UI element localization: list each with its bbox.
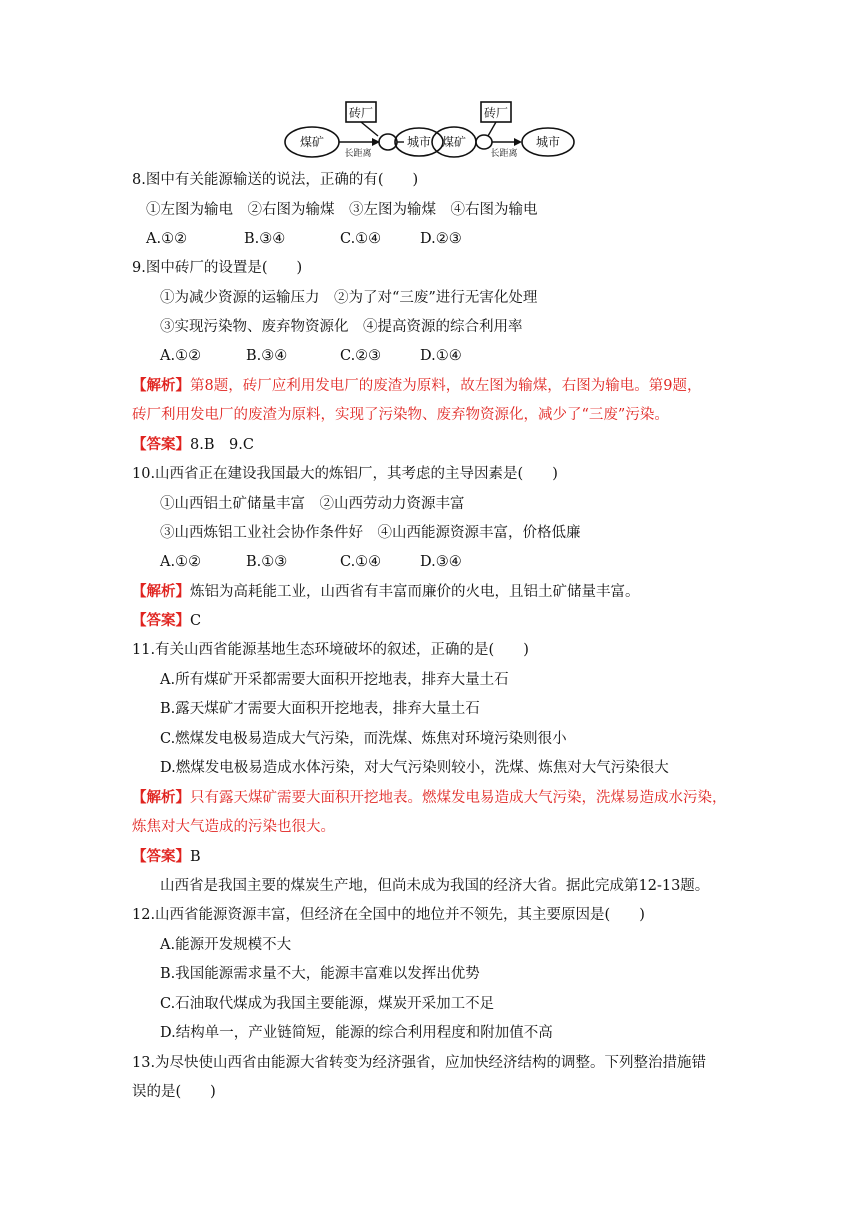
right-factory-label: 砖厂 bbox=[483, 106, 509, 120]
answer-8-9: 【答案】8.B 9.C bbox=[132, 436, 254, 453]
q13-stem-line2: 误的是( ) bbox=[132, 1084, 216, 1100]
q12-option-c: C.石油取代煤成为我国主要能源，煤炭开采加工不足 bbox=[160, 996, 495, 1012]
q13-stem-line1: 13.为尽快使山西省由能源大省转变为经济强省，应加快经济结构的调整。下列整治措施错 bbox=[132, 1055, 707, 1071]
q11-option-a: A.所有煤矿开采都需要大面积开挖地表，排弃大量土石 bbox=[160, 672, 509, 688]
q10-item2: ③山西炼铝工业社会协作条件好 ④山西能源资源丰富，价格低廉 bbox=[160, 525, 581, 541]
right-mine-label: 煤矿 bbox=[441, 135, 467, 149]
left-diagram bbox=[285, 102, 443, 159]
intro-12-13: 山西省是我国主要的煤炭生产地，但尚未成为我国的经济大省。据此完成第12-13题。 bbox=[160, 878, 710, 894]
analysis-8-9-line2: 砖厂利用发电厂的废渣为原料，实现了污染物、废弃物资源化，减少了“三废”污染。 bbox=[132, 407, 669, 423]
left-distance-label: 长距离 bbox=[344, 149, 372, 159]
answer-10: 【答案】C bbox=[132, 612, 202, 629]
left-factory-label: 砖厂 bbox=[348, 106, 374, 120]
q10-option-c: C.①④ bbox=[340, 554, 382, 570]
q10-option-d: D.③④ bbox=[420, 554, 462, 570]
right-plant-ellipse bbox=[476, 135, 492, 149]
q8-option-c: C.①④ bbox=[340, 231, 382, 247]
energy-transport-diagram bbox=[282, 96, 582, 162]
right-diagram bbox=[432, 102, 574, 159]
q10-options bbox=[160, 552, 462, 572]
q8-option-a: A.①② bbox=[146, 231, 188, 247]
q8-stem: 8.图中有关能源输送的说法，正确的有( ) bbox=[132, 172, 419, 188]
q9-item2: ③实现污染物、废弃物资源化 ④提高资源的综合利用率 bbox=[160, 319, 523, 335]
analysis-11-line1: 【解析】只有露天煤矿需要大面积开挖地表。燃煤发电易造成大气污染，洗煤易造成水污染， bbox=[132, 789, 727, 806]
q8-option-b: B.③④ bbox=[244, 231, 286, 247]
q11-option-b: B.露天煤矿才需要大面积开挖地表，排弃大量土石 bbox=[160, 701, 480, 717]
q10-item1: ①山西铝土矿储量丰富 ②山西劳动力资源丰富 bbox=[160, 496, 465, 512]
right-city-label: 城市 bbox=[535, 135, 561, 149]
analysis-8-9-line1: 【解析】第8题，砖厂应利用发电厂的废渣为原料，故左图为输煤，右图为输电。第9题， bbox=[132, 377, 702, 394]
q11-option-c: C.燃煤发电极易造成大气污染，而洗煤、炼焦对环境污染则很小 bbox=[160, 731, 567, 747]
q12-option-d: D.结构单一，产业链简短，能源的综合利用程度和附加值不高 bbox=[160, 1025, 553, 1041]
q8-option-d: D.②③ bbox=[420, 231, 462, 247]
q9-option-a: A.①② bbox=[160, 348, 202, 364]
analysis-11-line2: 炼焦对大气造成的污染也很大。 bbox=[132, 819, 335, 835]
q9-item1: ①为减少资源的运输压力 ②为了对“三废”进行无害化处理 bbox=[160, 290, 538, 306]
q10-option-b: B.①③ bbox=[246, 554, 288, 570]
q9-option-d: D.①④ bbox=[420, 348, 462, 364]
q10-option-a: A.①② bbox=[160, 554, 202, 570]
q9-option-c: C.②③ bbox=[340, 348, 382, 364]
q9-stem: 9.图中砖厂的设置是( ) bbox=[132, 260, 303, 276]
q9-option-b: B.③④ bbox=[246, 348, 288, 364]
analysis-10: 【解析】炼铝为高耗能工业，山西省有丰富而廉价的火电，且铝土矿储量丰富。 bbox=[132, 583, 640, 600]
analysis-tag: 【解析】 bbox=[132, 377, 190, 394]
left-city-label: 城市 bbox=[406, 135, 432, 149]
q11-stem: 11.有关山西省能源基地生态环境破坏的叙述，正确的是( ) bbox=[132, 642, 529, 658]
q8-items: ①左图为输电 ②右图为输煤 ③左图为输煤 ④右图为输电 bbox=[146, 202, 538, 218]
q11-option-d: D.燃煤发电极易造成水体污染，对大气污染则较小，洗煤、炼焦对大气污染很大 bbox=[160, 760, 669, 776]
answer-tag: 【答案】 bbox=[132, 436, 190, 453]
q12-option-a: A.能源开发规模不大 bbox=[160, 937, 292, 953]
q9-options bbox=[160, 346, 462, 366]
q10-stem: 10.山西省正在建设我国最大的炼铝厂，其考虑的主导因素是( ) bbox=[132, 466, 558, 482]
right-distance-label: 长距离 bbox=[490, 149, 518, 159]
left-mine-label: 煤矿 bbox=[299, 135, 325, 149]
q8-options bbox=[146, 229, 462, 249]
q12-stem: 12.山西省能源资源丰富，但经济在全国中的地位并不领先，其主要原因是( ) bbox=[132, 907, 645, 923]
q12-option-b: B.我国能源需求量不大，能源丰富难以发挥出优势 bbox=[160, 966, 480, 982]
answer-11: 【答案】B bbox=[132, 848, 201, 865]
